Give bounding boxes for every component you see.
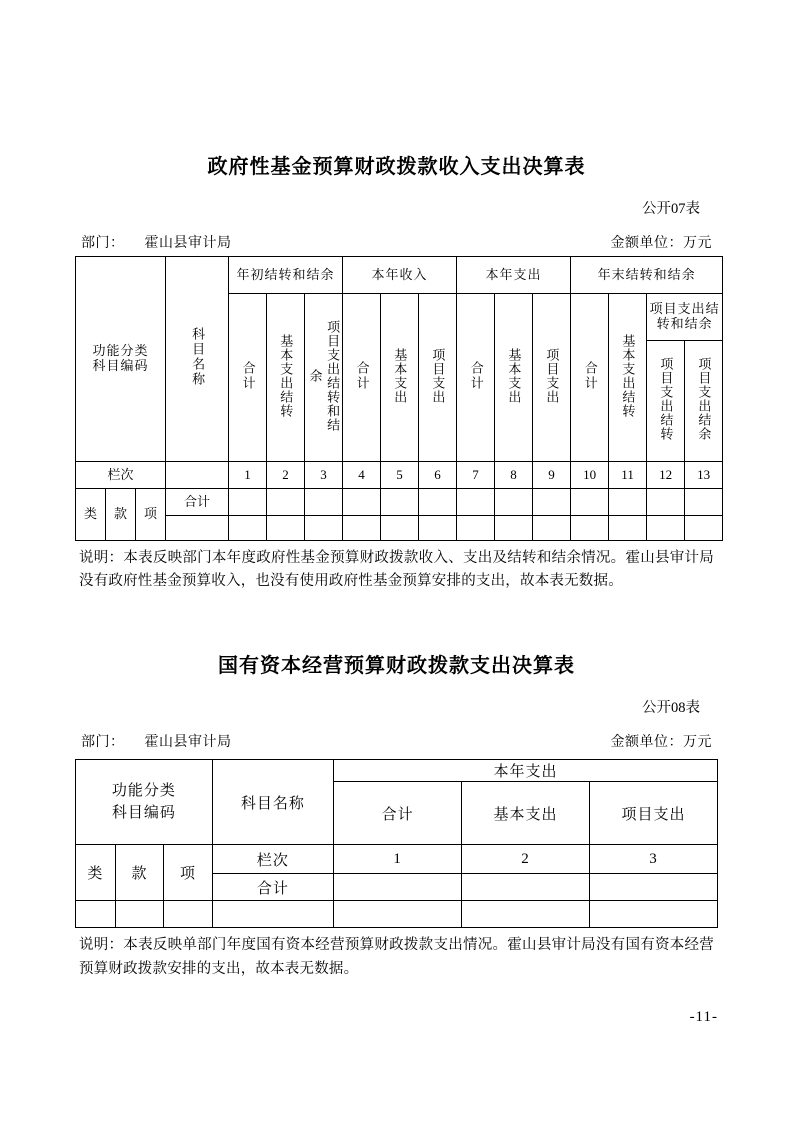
budget-fund-table xyxy=(75,256,723,541)
column-no-label: 栏次 xyxy=(76,462,166,489)
header-expense-basic-2: 基本支出 xyxy=(462,782,590,845)
header-end-project-carry-balance: 项目支出结转和结余 xyxy=(647,294,723,341)
header-end-basic-carry: 基本支出结转 xyxy=(609,294,647,462)
header-year-expense: 本年支出 xyxy=(457,257,571,294)
data-cell xyxy=(419,516,457,541)
data-cell xyxy=(457,516,495,541)
data-cell xyxy=(343,516,381,541)
table-row xyxy=(76,516,723,541)
column-no-blank xyxy=(166,462,229,489)
data-cell xyxy=(381,516,419,541)
col-num-12: 12 xyxy=(647,462,685,489)
table-note-2: 说明：本表反映单部门年度国有资本经营预算财政拨款支出情况。霍山县审计局没有国有资本经营预算财政拨款安排的支出，故本表无数据。 xyxy=(79,937,714,977)
header-expense-total-2: 合计 xyxy=(334,782,462,845)
row-label-total-2: 合计 xyxy=(212,874,333,901)
col-num-9: 9 xyxy=(533,462,571,489)
col-num-2-2: 2 xyxy=(462,845,590,874)
data-cell xyxy=(267,516,305,541)
total-cell xyxy=(343,489,381,516)
data-cell xyxy=(609,516,647,541)
total-cell xyxy=(229,489,267,516)
header-expense-project-2: 项目支出 xyxy=(590,782,718,845)
total-cell xyxy=(305,489,343,516)
col-num-8: 8 xyxy=(495,462,533,489)
header-functional-code-2: 功能分类 科目编码 xyxy=(76,760,213,845)
department-value-1: 霍山县审计局 xyxy=(144,236,232,251)
col-num-2: 2 xyxy=(267,462,305,489)
total-cell-2 xyxy=(334,874,462,901)
data-cell xyxy=(533,516,571,541)
meta-row-2 xyxy=(75,731,718,751)
row-label-item-2: 项 xyxy=(164,845,213,901)
header-subject-name: 科目名称 xyxy=(166,257,229,462)
header-income-total: 合计 xyxy=(343,294,381,462)
col-num-13: 13 xyxy=(685,462,723,489)
department-info-1 xyxy=(81,232,232,252)
col-num-3-2: 3 xyxy=(590,845,718,874)
header-begin-basic-carry: 基本支出结转 xyxy=(267,294,305,462)
header-functional-code: 功能分类 科目编码 xyxy=(76,257,166,462)
row-label-total: 合计 xyxy=(166,489,229,516)
header-year-income: 本年收入 xyxy=(343,257,457,294)
data-cell xyxy=(571,516,609,541)
header-begin-project-carry-balance: 项目支出结转和结余 xyxy=(305,294,343,462)
header-begin-balance: 年初结转和结余 xyxy=(229,257,343,294)
header-expense-basic: 基本支出 xyxy=(495,294,533,462)
table-header-group-row-2 xyxy=(76,760,718,782)
table-header-group-row xyxy=(76,257,723,294)
header-begin-total: 合计 xyxy=(229,294,267,462)
header-end-project-carry: 项目支出结转 xyxy=(647,341,685,462)
col-num-6: 6 xyxy=(419,462,457,489)
col-num-5: 5 xyxy=(381,462,419,489)
row-label-item: 项 xyxy=(136,489,166,541)
form-number-2: 公开08表 xyxy=(642,700,700,717)
department-label-1: 部门： xyxy=(81,236,125,251)
total-cell xyxy=(381,489,419,516)
header-income-basic: 基本支出 xyxy=(381,294,419,462)
total-cell xyxy=(685,489,723,516)
form-number-1: 公开07表 xyxy=(642,201,700,217)
header-year-expense-2: 本年支出 xyxy=(334,760,718,782)
data-cell-2 xyxy=(115,901,164,928)
header-end-balance: 年末结转和结余 xyxy=(571,257,723,294)
department-info-2 xyxy=(81,731,232,751)
data-cell xyxy=(229,516,267,541)
header-subject-name-2: 科目名称 xyxy=(212,760,333,845)
col-num-4: 4 xyxy=(343,462,381,489)
state-capital-table xyxy=(75,759,718,928)
row-label-class: 类 xyxy=(76,489,106,541)
total-cell xyxy=(571,489,609,516)
total-cell xyxy=(457,489,495,516)
meta-row-1 xyxy=(75,232,718,252)
data-cell-2 xyxy=(334,901,462,928)
header-income-project: 项目支出 xyxy=(419,294,457,462)
total-cell xyxy=(419,489,457,516)
row-label-section-2: 款 xyxy=(115,845,164,901)
header-expense-total: 合计 xyxy=(457,294,495,462)
data-cell xyxy=(647,516,685,541)
page-number: -11- xyxy=(689,1009,718,1025)
data-cell-2 xyxy=(212,901,333,928)
row-label-section: 款 xyxy=(106,489,136,541)
amount-unit-1: 金额单位：万元 xyxy=(610,236,712,251)
data-cell xyxy=(305,516,343,541)
page-title-2: 国有资本经营预算财政拨款支出决算表 xyxy=(218,655,575,678)
amount-unit-2: 金额单位：万元 xyxy=(610,735,712,751)
data-cell xyxy=(495,516,533,541)
col-num-7: 7 xyxy=(457,462,495,489)
total-cell xyxy=(647,489,685,516)
total-cell-2 xyxy=(590,874,718,901)
data-cell xyxy=(166,516,229,541)
total-cell xyxy=(267,489,305,516)
col-num-1-2: 1 xyxy=(334,845,462,874)
data-cell-2 xyxy=(164,901,213,928)
total-cell xyxy=(533,489,571,516)
total-cell xyxy=(495,489,533,516)
department-value-2: 霍山县审计局 xyxy=(144,735,232,751)
col-num-11: 11 xyxy=(609,462,647,489)
data-cell-2 xyxy=(462,901,590,928)
table-note-1: 说明：本表反映部门本年度政府性基金预算财政拨款收入、支出及结转和结余情况。霍山县审计局没有政府性基金预算收入，也没有使用政府性基金预算安排的支出，故本表无数据。 xyxy=(79,550,714,590)
row-label-class-2: 类 xyxy=(76,845,116,901)
header-end-project-balance: 项目支出结余 xyxy=(685,341,723,462)
data-cell-2 xyxy=(590,901,718,928)
department-label-2: 部门： xyxy=(81,735,125,751)
column-no-label-2: 栏次 xyxy=(212,845,333,874)
page-title-1: 政府性基金预算财政拨款收入支出决算表 xyxy=(207,156,586,178)
total-cell-2 xyxy=(462,874,590,901)
data-cell-2 xyxy=(76,901,116,928)
col-num-10: 10 xyxy=(571,462,609,489)
header-expense-project: 项目支出 xyxy=(533,294,571,462)
table-column-number-row xyxy=(76,462,723,489)
total-cell xyxy=(609,489,647,516)
header-end-total: 合计 xyxy=(571,294,609,462)
table-column-number-row-2 xyxy=(76,845,718,874)
col-num-3: 3 xyxy=(305,462,343,489)
data-cell xyxy=(685,516,723,541)
table-row-2 xyxy=(76,901,718,928)
table-total-row xyxy=(76,489,723,516)
col-num-1: 1 xyxy=(229,462,267,489)
